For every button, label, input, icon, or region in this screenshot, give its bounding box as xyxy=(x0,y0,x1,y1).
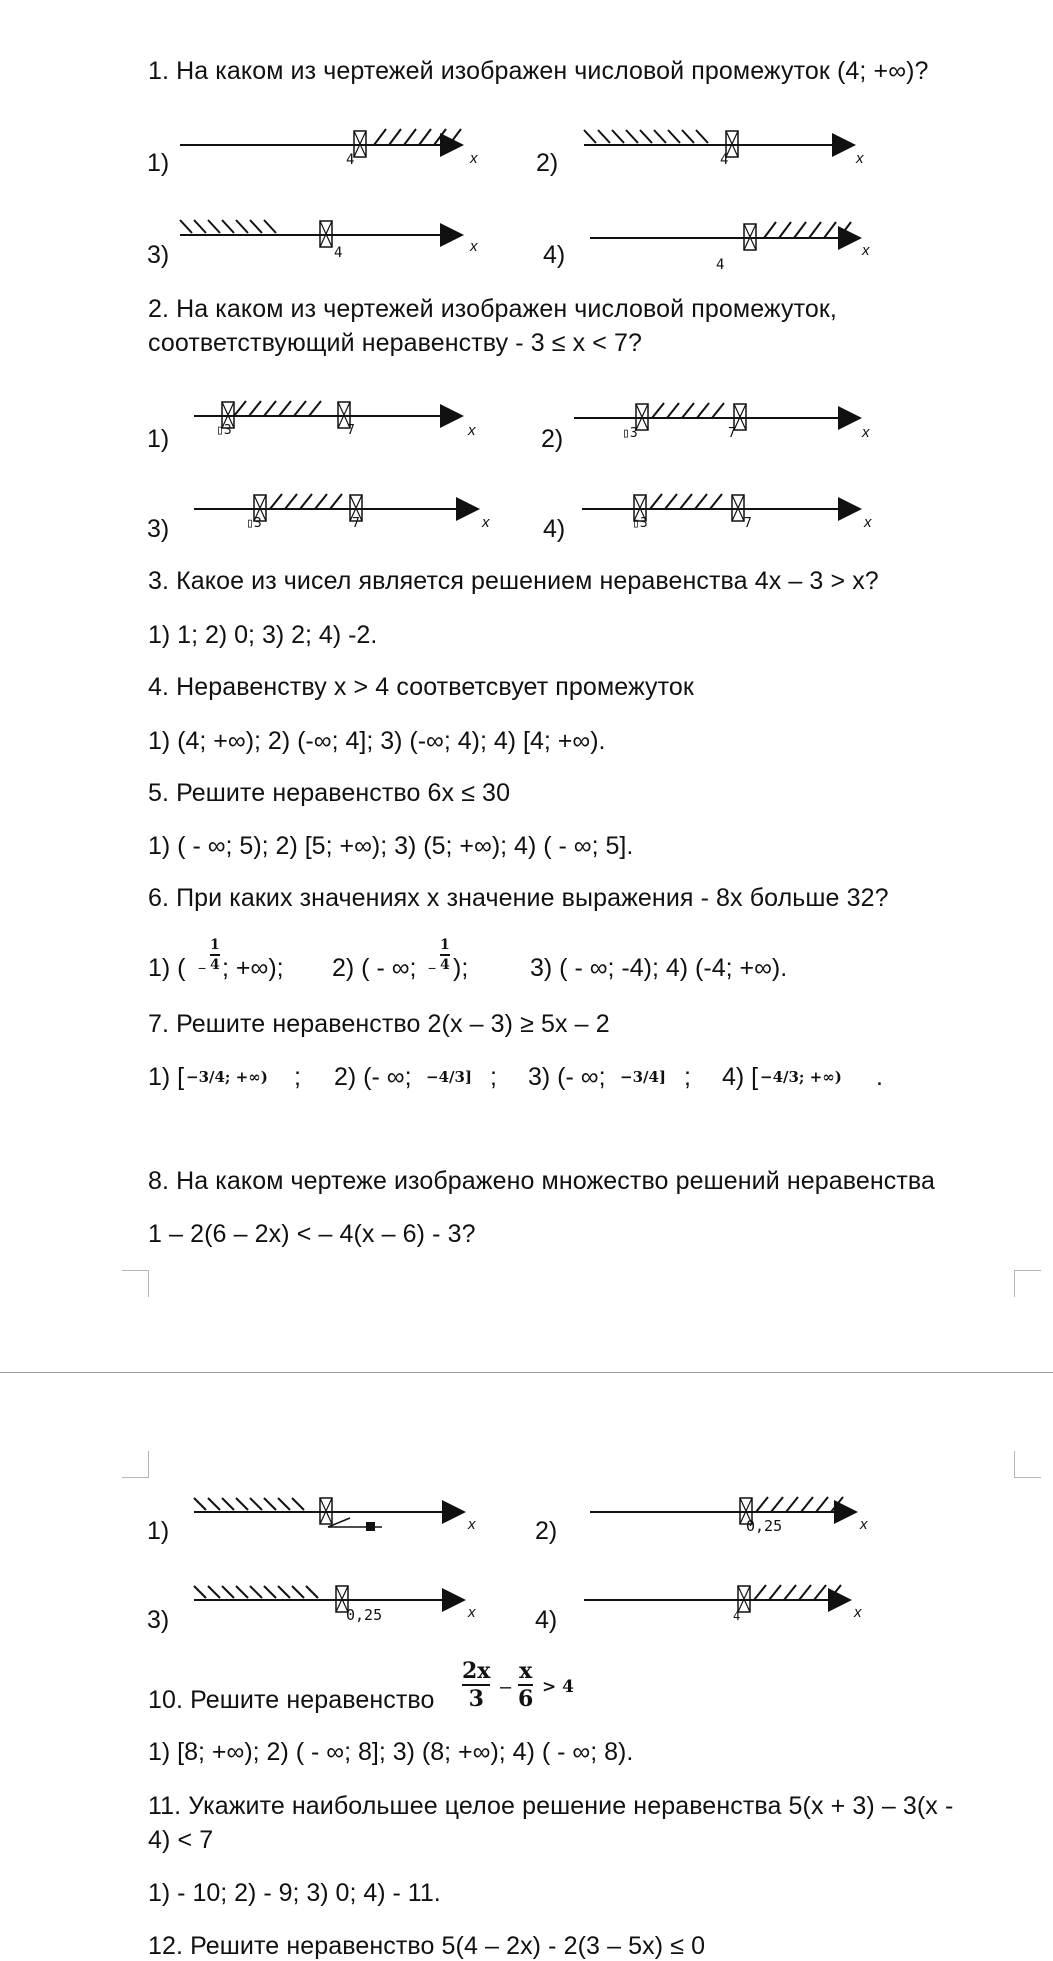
q11-title-line2: 4) < 7 xyxy=(148,1826,214,1854)
q8-axis-label-2: x xyxy=(860,1516,868,1533)
q2-numberline-1 xyxy=(192,398,482,443)
q10-fraction-2 xyxy=(518,1658,533,1712)
q5-answers: 1) ( - ∞; 5); 2) [5; +∞); 3) (5; +∞); 4) ( - ∞; 5]. xyxy=(148,832,634,860)
q10-rhs: > 4 xyxy=(542,1677,574,1697)
q6-title: 6. При каких значениях х значение выражения - 8х больше 32? xyxy=(148,884,889,912)
q12-title: 12. Решите неравенство 5(4 – 2х) - 2(3 – 5х) ≤ 0 xyxy=(148,1932,706,1960)
q6-frac-den: 4 xyxy=(210,957,220,973)
q2-numberline-2 xyxy=(572,400,872,445)
q1-option-2[interactable]: 2) xyxy=(536,149,559,177)
q10-f2-num: x xyxy=(519,1658,533,1684)
q1-axis-label-3: x xyxy=(470,238,478,255)
q10-f1-num: 2x xyxy=(462,1658,491,1684)
q7-answer-1-value: −3/4; +∞) xyxy=(186,1068,268,1086)
q4-answers: 1) (4; +∞); 2) (-∞; 4]; 3) (-∞; 4); 4) [4; +∞). xyxy=(148,727,606,755)
q2-axis-label-3: x xyxy=(482,514,490,531)
q2-numberline-4 xyxy=(580,491,880,536)
q7-answer-4: 4) [ xyxy=(722,1063,759,1091)
q1-numberline-1 xyxy=(178,125,478,170)
q10-fraction-1 xyxy=(462,1658,490,1712)
q7-answer-3: 3) (- ∞; xyxy=(528,1063,606,1091)
q10-minus: – xyxy=(500,1676,512,1698)
page-corner-mark xyxy=(1014,1451,1041,1478)
q2-axis-label-1: x xyxy=(468,422,476,439)
q7-sep-3: ; xyxy=(684,1063,691,1091)
q6-answer-1-prefix: 1) ( xyxy=(148,954,186,982)
q10-f1-den: 3 xyxy=(468,1686,484,1712)
q6-answer-2-suffix: ); xyxy=(453,954,469,982)
q1-option-4[interactable]: 4) xyxy=(543,241,566,269)
q7-end: . xyxy=(876,1063,883,1091)
q1-numberline-4 xyxy=(588,218,888,263)
q1-option-3[interactable]: 3) xyxy=(147,241,170,269)
q2-right-label-4: 7 xyxy=(744,516,752,531)
q7-sep-1: ; xyxy=(294,1063,301,1091)
page-corner-mark xyxy=(122,1270,149,1297)
q7-answer-2-value: −4/3] xyxy=(426,1068,473,1086)
q1-point-label-3: 4 xyxy=(334,245,343,261)
q1-title: 1. На каком из чертежей изображен числовой промежуток (4; +∞)? xyxy=(148,57,929,85)
q3-answers: 1) 1; 2) 0; 3) 2; 4) -2. xyxy=(148,621,378,649)
q6-answer-1-suffix: ; +∞); xyxy=(222,954,284,982)
q6-frac2-num: 1 xyxy=(440,936,450,956)
q11-answers: 1) - 10; 2) - 9; 3) 0; 4) - 11. xyxy=(148,1879,441,1907)
q2-left-label-2: ▯3 xyxy=(622,426,638,441)
q8-numberline-1 xyxy=(192,1494,492,1539)
q1-point-label-1: 4 xyxy=(346,152,355,168)
q6-frac-num: 1 xyxy=(210,936,220,956)
q6-answer-1-fraction xyxy=(210,936,220,974)
q2-title-line2: соответствующий неравенству - 3 ≤ x < 7? xyxy=(148,329,643,357)
q7-answer-3-value: −3/4] xyxy=(620,1068,667,1086)
page-corner-mark xyxy=(122,1451,149,1478)
q2-option-1[interactable]: 1) xyxy=(147,425,170,453)
q1-axis-label-2: x xyxy=(856,150,864,167)
q2-left-label-4: ▯3 xyxy=(632,516,648,531)
q1-option-1[interactable]: 1) xyxy=(147,149,170,177)
q10-title: 10. Решите неравенство xyxy=(148,1686,435,1714)
q6-answers-rest: 3) ( - ∞; -4); 4) (-4; +∞). xyxy=(530,954,788,982)
q6-answer-2-minus: − xyxy=(428,960,437,976)
q8-expression: 1 – 2(6 – 2х) < – 4(х – 6) - 3? xyxy=(148,1220,476,1248)
q2-option-2[interactable]: 2) xyxy=(541,425,564,453)
q8-axis-label-4: x xyxy=(854,1604,862,1621)
q7-answer-4-value: −4/3; +∞) xyxy=(760,1068,842,1086)
q8-numberline-3 xyxy=(192,1582,492,1627)
q5-title: 5. Решите неравенство 6х ≤ 30 xyxy=(148,779,511,807)
q6-answer-1-minus: − xyxy=(198,960,207,976)
q1-numberline-2 xyxy=(582,125,882,170)
q2-left-label-3: ▯3 xyxy=(246,516,262,531)
q1-point-label-2: 4 xyxy=(720,152,729,168)
q2-option-4[interactable]: 4) xyxy=(543,515,566,543)
q1-axis-label-4: x xyxy=(862,242,870,259)
q2-right-label-3: 7 xyxy=(352,516,360,531)
page-corner-mark xyxy=(1014,1270,1041,1297)
q7-title: 7. Решите неравенство 2(х – 3) ≥ 5х – 2 xyxy=(148,1010,610,1038)
q3-title: 3. Какое из чисел является решением неравенства 4х – 3 > x? xyxy=(148,567,879,595)
q2-axis-label-2: x xyxy=(862,424,870,441)
q8-numberline-4 xyxy=(582,1582,882,1627)
q6-answer-2-prefix: 2) ( - ∞; xyxy=(332,954,417,982)
q10-f2-den: 6 xyxy=(518,1686,534,1712)
q8-axis-label-3: x xyxy=(468,1604,476,1621)
q10-answers: 1) [8; +∞); 2) ( - ∞; 8]; 3) (8; +∞); 4) ( - ∞; 8). xyxy=(148,1738,634,1766)
q2-title-line1: 2. На каком из чертежей изображен числовой промежуток, xyxy=(148,295,837,323)
q8-point-label-4: 4 xyxy=(733,1609,741,1623)
q7-answer-1: 1) [ xyxy=(148,1063,185,1091)
q2-axis-label-4: x xyxy=(864,514,872,531)
q8-axis-label-1: x xyxy=(468,1516,476,1533)
q1-numberline-3 xyxy=(178,215,478,260)
q8-option-4[interactable]: 4) xyxy=(535,1606,558,1634)
page-break-divider xyxy=(0,1372,1053,1373)
q8-option-2[interactable]: 2) xyxy=(535,1517,558,1545)
q11-title-line1: 11. Укажите наибольшее целое решение неравенства 5(х + 3) – 3(х - xyxy=(148,1792,954,1820)
q6-answer-2-fraction xyxy=(440,936,450,974)
q8-option-1[interactable]: 1) xyxy=(147,1517,170,1545)
q2-numberline-3 xyxy=(192,491,492,536)
q4-title: 4. Неравенству x > 4 соответсвует промежуток xyxy=(148,673,694,701)
q2-right-label-1: 7 xyxy=(347,423,355,438)
q6-frac2-den: 4 xyxy=(440,957,450,973)
q8-point-label-2: 0,25 xyxy=(746,1517,783,1535)
q1-point-label-4: 4 xyxy=(716,257,725,273)
q8-option-3[interactable]: 3) xyxy=(147,1606,170,1634)
q2-option-3[interactable]: 3) xyxy=(147,515,170,543)
q7-sep-2: ; xyxy=(490,1063,497,1091)
q2-left-label-1: ▯3 xyxy=(216,423,232,438)
q8-point-label-3: 0,25 xyxy=(346,1606,383,1624)
q2-right-label-2: 7 xyxy=(728,426,736,441)
q1-axis-label-1: x xyxy=(470,150,478,167)
q8-numberline-2 xyxy=(588,1494,888,1539)
q7-answer-2: 2) (- ∞; xyxy=(334,1063,412,1091)
q8-title: 8. На каком чертеже изображено множество решений неравенства xyxy=(148,1167,936,1195)
